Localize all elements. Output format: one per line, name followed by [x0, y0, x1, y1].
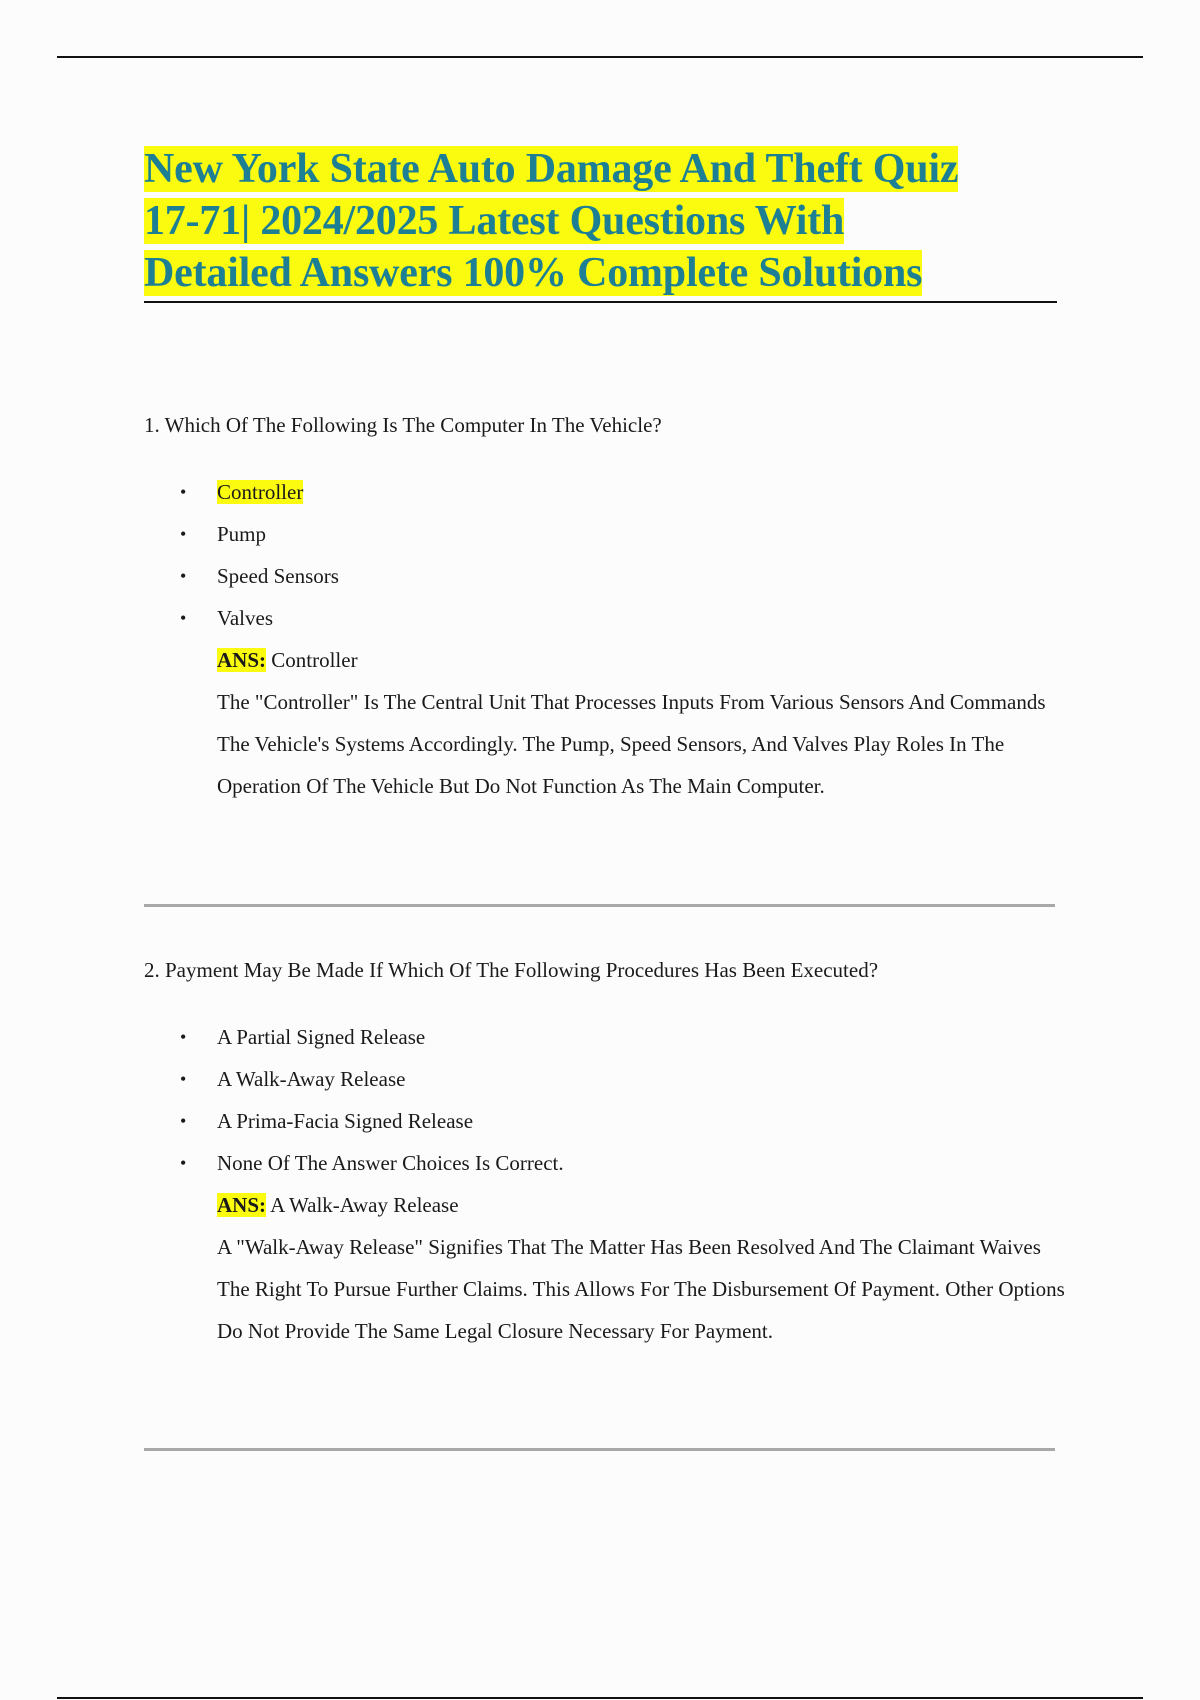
bullet-icon: •	[180, 1069, 187, 1089]
title-line-1: New York State Auto Damage And Theft Quiz	[144, 146, 959, 192]
question-1	[144, 410, 1064, 807]
bullet-icon: •	[180, 566, 187, 586]
question-1-option-2	[144, 519, 1064, 561]
option-label-correct: Controller	[217, 480, 304, 504]
option-label: A Walk-Away Release	[217, 1067, 406, 1091]
answer-explanation: A "Walk-Away Release" Signifies That The Matter Has Been Resolved And The Claimant Waives The Right To Pursue Further Claims. This Allows For The Disbursement Of Payment. Other Options Do Not Provide The Same Legal Closure Necessary For Payment.	[217, 1235, 1065, 1343]
question-1-option-1	[144, 477, 1064, 519]
title-line-3: Detailed Answers 100% Complete Solutions	[144, 250, 923, 296]
answer-explanation: The "Controller" Is The Central Unit That Processes Inputs From Various Sensors And Commands The Vehicle's Systems Accordingly. The Pump, Speed Sensors, And Valves Play Roles In The Operation Of The Vehicle But Do Not Function As The Main Computer.	[217, 690, 1046, 798]
answer-value: Controller	[271, 648, 358, 672]
question-2-option-1	[144, 1022, 1064, 1064]
answer-label: ANS:	[217, 1193, 267, 1217]
question-2-prompt: 2. Payment May Be Made If Which Of The Following Procedures Has Been Executed?	[144, 958, 879, 982]
answer-label: ANS:	[217, 648, 267, 672]
question-divider	[144, 1448, 1055, 1451]
question-2-option-3	[144, 1106, 1064, 1148]
option-label: A Partial Signed Release	[217, 1025, 426, 1049]
question-divider	[144, 904, 1055, 907]
page-top-rule	[57, 56, 1143, 58]
option-label: Valves	[217, 606, 273, 630]
question-2-option-4	[144, 1148, 1064, 1190]
answer-value: A Walk-Away Release	[270, 1193, 459, 1217]
question-1-prompt: 1. Which Of The Following Is The Computer In The Vehicle?	[144, 413, 662, 437]
bullet-icon: •	[180, 524, 187, 544]
question-2-answer	[217, 1190, 1064, 1352]
bullet-icon: •	[180, 482, 187, 502]
document-title	[144, 143, 1057, 303]
option-label: A Prima-Facia Signed Release	[217, 1109, 474, 1133]
question-2-option-2	[144, 1064, 1064, 1106]
option-label: Pump	[217, 522, 267, 546]
bullet-icon: •	[180, 1111, 187, 1131]
option-label: Speed Sensors	[217, 564, 339, 588]
bullet-icon: •	[180, 1027, 187, 1047]
option-label: None Of The Answer Choices Is Correct.	[217, 1151, 564, 1175]
question-2-options	[144, 1022, 1064, 1190]
bullet-icon: •	[180, 1153, 187, 1173]
question-1-options	[144, 477, 1064, 645]
question-1-option-4	[144, 603, 1064, 645]
question-1-option-3	[144, 561, 1064, 603]
question-1-answer	[217, 645, 1064, 807]
title-line-2: 17-71| 2024/2025 Latest Questions With	[144, 198, 845, 244]
question-2	[144, 955, 1064, 1352]
bullet-icon: •	[180, 608, 187, 628]
page-bottom-rule	[57, 1697, 1143, 1699]
